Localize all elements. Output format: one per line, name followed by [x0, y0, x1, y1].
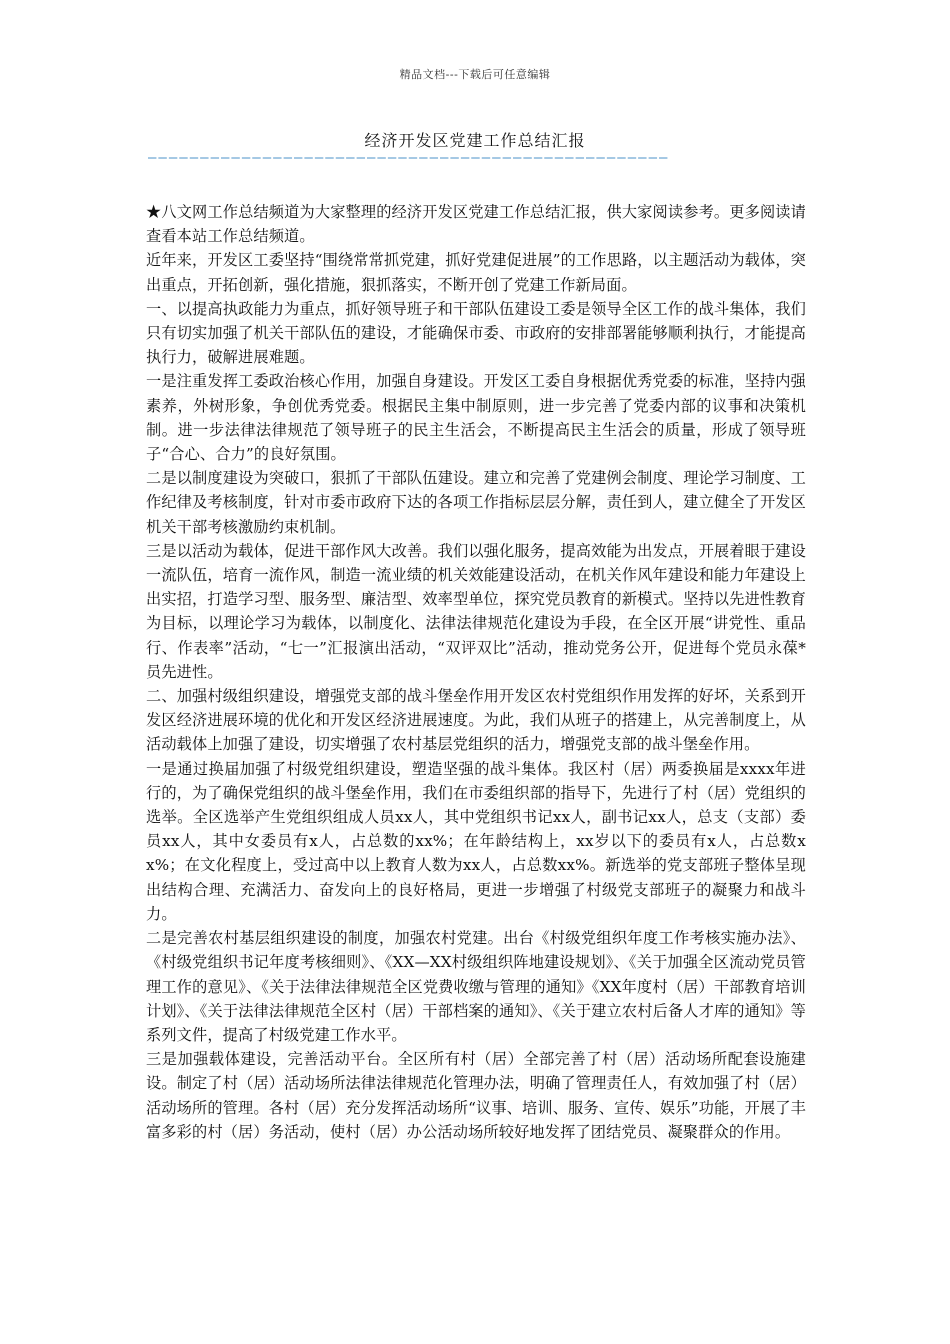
paragraph-section-1-point-1: 一是注重发挥工委政治核心作用，加强自身建设。开发区工委自身根据优秀党委的标准，坚持内强素养，外树形象，争创优秀党委。根据民主集中制原则，进一步完善了党委内部的议事和决策机制。进一步法律法律规范了领导班子的民主生活会，不断提高民主生活会的质量，形成了领导班子“合心、合力”的良好氛围。 — [146, 372, 806, 464]
paragraph-section-2: 二、加强村级组织建设，增强党支部的战斗堡垒作用开发区农村党组织作用发挥的好坏，关系到开发区经济进展环境的优化和开发区经济进展速度。为此，我们从班子的搭建上，从完善制度上，从活动载体上加强了建设，切实增强了农村基层党组织的活力，增强党支部的战斗堡垒作用。 — [146, 687, 806, 754]
paragraph-section-1-point-2: 二是以制度建设为突破口，狠抓了干部队伍建设。建立和完善了党建例会制度、理论学习制度、工作纪律及考核制度，针对市委市政府下达的各项工作指标层层分解，责任到人，建立健全了开发区机关干部考核激励约束机制。 — [146, 469, 806, 536]
paragraph-section-1-point-3: 三是以活动为载体，促进干部作风大改善。我们以强化服务，提高效能为出发点，开展着眼于建设一流队伍，培育一流作风，制造一流业绩的机关效能建设活动，在机关作风年建设和能力年建设上出实招，打造学习型、服务型、廉洁型、效率型单位，探究党员教育的新模式。坚持以先进性教育为目标，以理论学习为载体，以制度化、法律法律规范化建设为手段，在全区开展“讲党性、重品行、作表率”活动，“七一”汇报演出活动，“双评双比”活动，推动党务公开，促进每个党员永葆*员先进性。 — [146, 541, 806, 681]
document-header-note: 精品文档---下载后可任意编辑 — [399, 68, 551, 81]
document-title: 经济开发区党建工作总结汇报 — [364, 131, 586, 150]
document-body — [146, 200, 806, 1144]
paragraph-section-2-point-3: 三是加强载体建设，完善活动平台。全区所有村（居）全部完善了村（居）活动场所配套设施建设。制定了村（居）活动场所法律法律规范化管理办法，明确了管理责任人，有效加强了村（居）活动场所的管理。各村（居）充分发挥活动场所“议事、培训、服务、宣传、娱乐”功能，开展了丰富多彩的村（居）务活动，使村（居）办公活动场所较好地发挥了团结党员、凝聚群众的作用。 — [146, 1050, 807, 1141]
paragraph-section-1: 一、以提高执政能力为重点，抓好领导班子和干部队伍建设工委是领导全区工作的战斗集体，我们只有切实加强了机关干部队伍的建设，才能确保市委、市政府的安排部署能够顺利执行，才能提高执行力，破解进展难题。 — [146, 299, 806, 367]
paragraph-intro: ★八文网工作总结频道为大家整理的经济开发区党建工作总结汇报，供大家阅读参考。更多阅读请查看本站工作总结频道。 — [146, 203, 806, 246]
title-underline-rule: —————————————————————————————————————————————————— — [148, 150, 670, 166]
paragraph-section-2-point-2: 二是完善农村基层组织建设的制度，加强农村党建。出台《村级党组织年度工作考核实施办法》、《村级党组织书记年度考核细则》、《XX—XX村级组织阵地建设规划》、《关于加强全区流动党员管理工作的意见》、《关于法律法律规范全区党费收缴与管理的通知》《XX年度村（居）干部教育培训计划》、《关于法律法律规范全区村（居）干部档案的通知》、《关于建立农村后备人才库的通知》等系列文件，提高了村级党建工作水平。 — [146, 929, 806, 1044]
paragraph-overview: 近年来，开发区工委坚持“围绕常常抓党建，抓好党建促进展”的工作思路，以主题活动为载体，突出重点，开拓创新，强化措施，狠抓落实，不断开创了党建工作新局面。 — [146, 251, 807, 294]
paragraph-section-2-point-1: 一是通过换届加强了村级党组织建设，塑造坚强的战斗集体。我区村（居）两委换届是xxxx年进行的，为了确保党组织的战斗堡垒作用，我们在市委组织部的指导下，先进行了村（居）党组织的选举。全区选举产生党组织组成人员xx人，其中党组织书记xx人，副书记xx人，总支（支部）委员xx人，其中女委员有x人，占总数的xx%；在年龄结构上，xx岁以下的委员有x人，占总数xx%；在文化程度上，受过高中以上教育人数为xx人，占总数xx%。新选举的党支部班子整体呈现出结构合理、充满活力、奋发向上的良好格局，更进一步增强了村级党支部班子的凝聚力和战斗力。 — [146, 759, 806, 923]
